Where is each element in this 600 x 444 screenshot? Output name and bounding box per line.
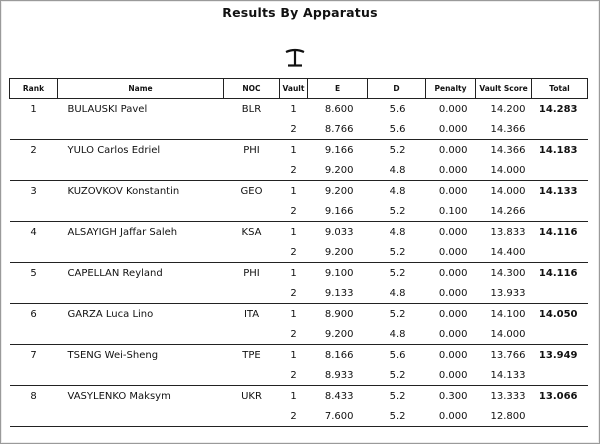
table-row bbox=[10, 263, 588, 285]
vault-score: 14.100 bbox=[490, 309, 526, 320]
e-score: 8.600 bbox=[324, 104, 354, 115]
e-score: 9.100 bbox=[324, 268, 354, 279]
total-score bbox=[532, 284, 588, 304]
rank-cell: 6 bbox=[30, 309, 37, 320]
vault-number: 2 bbox=[290, 288, 297, 299]
noc-cell bbox=[224, 202, 280, 222]
total-score: 14.283 bbox=[538, 104, 578, 115]
vault-score: 14.400 bbox=[490, 247, 526, 258]
e-score: 9.200 bbox=[324, 186, 354, 197]
vault-number: 2 bbox=[290, 247, 297, 258]
rank-cell: 1 bbox=[30, 104, 37, 115]
noc-cell: ITA bbox=[243, 309, 260, 320]
penalty-cell: 0.000 bbox=[438, 309, 468, 320]
table-row bbox=[10, 345, 588, 367]
rank-cell: 2 bbox=[30, 145, 37, 156]
rank-cell: 7 bbox=[30, 350, 37, 361]
noc-cell bbox=[224, 161, 280, 181]
total-score bbox=[532, 366, 588, 386]
vault-number: 1 bbox=[290, 227, 297, 238]
table-row bbox=[10, 325, 588, 345]
header-rank: Rank bbox=[10, 79, 58, 99]
noc-cell bbox=[224, 407, 280, 427]
table-row bbox=[10, 243, 588, 263]
rank-cell: 5 bbox=[30, 268, 37, 279]
table-row bbox=[10, 366, 588, 386]
e-score: 8.766 bbox=[324, 124, 354, 135]
vault-score: 13.833 bbox=[490, 227, 526, 238]
penalty-cell: 0.000 bbox=[438, 329, 468, 340]
d-score: 4.8 bbox=[389, 186, 406, 197]
athlete-name bbox=[58, 202, 224, 222]
rank-cell: 4 bbox=[30, 227, 37, 238]
e-score: 9.200 bbox=[324, 329, 354, 340]
athlete-name: BULAUSKI Pavel bbox=[67, 104, 148, 115]
d-score: 4.8 bbox=[389, 329, 406, 340]
vault-number: 2 bbox=[290, 165, 297, 176]
athlete-name bbox=[58, 407, 224, 427]
d-score: 4.8 bbox=[389, 227, 406, 238]
vault-number: 2 bbox=[290, 411, 297, 422]
rank-cell bbox=[10, 407, 58, 427]
penalty-cell: 0.100 bbox=[438, 206, 468, 217]
table-row bbox=[10, 386, 588, 408]
rank-cell bbox=[10, 202, 58, 222]
table-row bbox=[10, 161, 588, 181]
noc-cell bbox=[224, 284, 280, 304]
d-score: 5.2 bbox=[389, 247, 406, 258]
header-vault-score: Vault Score bbox=[476, 79, 532, 99]
e-score: 9.166 bbox=[324, 145, 354, 156]
results-body bbox=[10, 99, 588, 427]
total-score: 13.949 bbox=[538, 350, 578, 361]
table-row bbox=[10, 304, 588, 326]
vault-number: 1 bbox=[290, 145, 297, 156]
vault-number: 1 bbox=[290, 186, 297, 197]
penalty-cell: 0.300 bbox=[438, 391, 468, 402]
rank-cell bbox=[10, 120, 58, 140]
header-e: E bbox=[308, 79, 368, 99]
vault-score: 14.000 bbox=[490, 329, 526, 340]
noc-cell: BLR bbox=[241, 104, 262, 115]
total-score: 14.183 bbox=[538, 145, 578, 156]
penalty-cell: 0.000 bbox=[438, 411, 468, 422]
table-row bbox=[10, 407, 588, 427]
penalty-cell: 0.000 bbox=[438, 288, 468, 299]
d-score: 4.8 bbox=[389, 288, 406, 299]
header-penalty: Penalty bbox=[426, 79, 476, 99]
table-row bbox=[10, 284, 588, 304]
e-score: 9.166 bbox=[324, 206, 354, 217]
vault-number: 1 bbox=[290, 309, 297, 320]
noc-cell bbox=[224, 120, 280, 140]
d-score: 5.2 bbox=[389, 370, 406, 381]
d-score: 5.2 bbox=[389, 309, 406, 320]
vault-score: 14.366 bbox=[490, 124, 526, 135]
e-score: 8.933 bbox=[324, 370, 354, 381]
total-score bbox=[532, 325, 588, 345]
penalty-cell: 0.000 bbox=[438, 227, 468, 238]
vault-score: 14.200 bbox=[490, 104, 526, 115]
penalty-cell: 0.000 bbox=[438, 124, 468, 135]
rank-cell bbox=[10, 325, 58, 345]
table-row bbox=[10, 222, 588, 244]
total-score: 14.116 bbox=[538, 227, 578, 238]
noc-cell bbox=[224, 243, 280, 263]
page-title: Results By Apparatus bbox=[222, 5, 378, 20]
total-score: 14.050 bbox=[538, 309, 578, 320]
athlete-name: KUZOVKOV Konstantin bbox=[67, 186, 180, 197]
noc-cell: PHI bbox=[243, 268, 260, 279]
rank-cell: 8 bbox=[30, 391, 37, 402]
total-score bbox=[532, 161, 588, 181]
noc-cell bbox=[224, 366, 280, 386]
table-row bbox=[10, 202, 588, 222]
header-vault: Vault bbox=[280, 79, 308, 99]
header-name: Name bbox=[58, 79, 224, 99]
table-row bbox=[10, 181, 588, 203]
d-score: 5.2 bbox=[389, 268, 406, 279]
rank-cell: 3 bbox=[30, 186, 37, 197]
vault-number: 2 bbox=[290, 206, 297, 217]
athlete-name: VASYLENKO Maksym bbox=[67, 391, 171, 402]
penalty-cell: 0.000 bbox=[438, 145, 468, 156]
athlete-name: TSENG Wei-Sheng bbox=[67, 350, 159, 361]
d-score: 4.8 bbox=[389, 165, 406, 176]
athlete-name bbox=[58, 284, 224, 304]
total-score: 14.133 bbox=[538, 186, 578, 197]
vault-score: 12.800 bbox=[490, 411, 526, 422]
d-score: 5.2 bbox=[389, 411, 406, 422]
vault-number: 2 bbox=[290, 124, 297, 135]
header-total: Total bbox=[532, 79, 588, 99]
e-score: 8.900 bbox=[324, 309, 354, 320]
noc-cell: KSA bbox=[241, 227, 262, 238]
total-score bbox=[532, 202, 588, 222]
vault-score: 14.000 bbox=[490, 165, 526, 176]
d-score: 5.2 bbox=[389, 145, 406, 156]
d-score: 5.6 bbox=[389, 124, 406, 135]
header-noc: NOC bbox=[224, 79, 280, 99]
e-score: 9.033 bbox=[324, 227, 354, 238]
d-score: 5.6 bbox=[389, 350, 406, 361]
rank-cell bbox=[10, 161, 58, 181]
penalty-cell: 0.000 bbox=[438, 165, 468, 176]
vault-number: 2 bbox=[290, 329, 297, 340]
table-row bbox=[10, 99, 588, 121]
vault-score: 13.333 bbox=[490, 391, 526, 402]
penalty-cell: 0.000 bbox=[438, 350, 468, 361]
penalty-cell: 0.000 bbox=[438, 104, 468, 115]
vault-score: 14.366 bbox=[490, 145, 526, 156]
vault-score: 14.133 bbox=[490, 370, 526, 381]
athlete-name: GARZA Luca Lino bbox=[67, 309, 154, 320]
e-score: 9.200 bbox=[324, 165, 354, 176]
e-score: 8.433 bbox=[324, 391, 354, 402]
rank-cell bbox=[10, 243, 58, 263]
athlete-name bbox=[58, 366, 224, 386]
athlete-name: ALSAYIGH Jaffar Saleh bbox=[67, 227, 178, 238]
total-score bbox=[532, 120, 588, 140]
vault-score: 13.766 bbox=[490, 350, 526, 361]
vault-number: 1 bbox=[290, 391, 297, 402]
penalty-cell: 0.000 bbox=[438, 186, 468, 197]
e-score: 9.133 bbox=[324, 288, 354, 299]
rank-cell bbox=[10, 366, 58, 386]
noc-cell bbox=[224, 325, 280, 345]
total-score bbox=[532, 243, 588, 263]
vault-score: 13.933 bbox=[490, 288, 526, 299]
noc-cell: TPE bbox=[242, 350, 261, 361]
athlete-name: YULO Carlos Edriel bbox=[67, 145, 161, 156]
penalty-cell: 0.000 bbox=[438, 247, 468, 258]
vault-number: 2 bbox=[290, 370, 297, 381]
penalty-cell: 0.000 bbox=[438, 268, 468, 279]
athlete-name bbox=[58, 325, 224, 345]
table-row bbox=[10, 120, 588, 140]
noc-cell: UKR bbox=[241, 391, 262, 402]
e-score: 7.600 bbox=[324, 411, 354, 422]
penalty-cell: 0.000 bbox=[438, 370, 468, 381]
total-score: 13.066 bbox=[538, 391, 578, 402]
athlete-name bbox=[58, 161, 224, 181]
total-score bbox=[532, 407, 588, 427]
vault-number: 1 bbox=[290, 104, 297, 115]
d-score: 5.2 bbox=[389, 391, 406, 402]
total-score: 14.116 bbox=[538, 268, 578, 279]
rank-cell bbox=[10, 284, 58, 304]
noc-cell: GEO bbox=[240, 186, 263, 197]
results-table bbox=[9, 78, 588, 427]
vault-number: 1 bbox=[290, 350, 297, 361]
e-score: 8.166 bbox=[324, 350, 354, 361]
d-score: 5.2 bbox=[389, 206, 406, 217]
d-score: 5.6 bbox=[389, 104, 406, 115]
athlete-name bbox=[58, 243, 224, 263]
vault-score: 14.266 bbox=[490, 206, 526, 217]
header-d: D bbox=[368, 79, 426, 99]
noc-cell: PHI bbox=[243, 145, 260, 156]
vault-score: 14.000 bbox=[490, 186, 526, 197]
vault-number: 1 bbox=[290, 268, 297, 279]
athlete-name: CAPELLAN Reyland bbox=[67, 268, 163, 279]
e-score: 9.200 bbox=[324, 247, 354, 258]
vault-score: 14.300 bbox=[490, 268, 526, 279]
vault-apparatus-icon bbox=[283, 47, 307, 69]
table-row bbox=[10, 140, 588, 162]
table-header-row bbox=[10, 79, 588, 99]
athlete-name bbox=[58, 120, 224, 140]
